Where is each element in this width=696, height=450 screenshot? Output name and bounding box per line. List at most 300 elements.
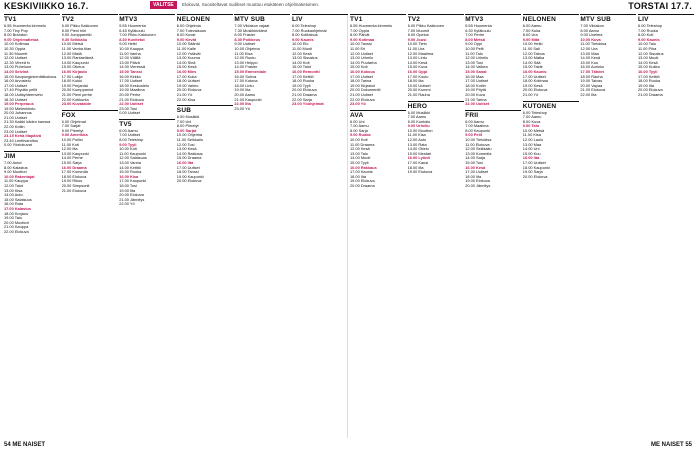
program-listing: 11.00 Piha — [638, 45, 657, 51]
program-listing: 12.00 Tosi — [176, 141, 195, 147]
program-listing: 12.00 Kesä — [350, 146, 370, 152]
program-listing: 22.00 Ilta — [580, 91, 597, 97]
program-listing: 5.55 Huomenta — [465, 23, 492, 28]
program-listing: 10.00 Kotimaa — [4, 41, 30, 47]
program-listing: 9.00 Kaunis — [638, 36, 660, 42]
program-listing: 8.00 Kalastus — [4, 164, 28, 170]
program-listing: 20.00 Elokuva — [522, 87, 548, 93]
program-listing: 18.00 Ilta — [350, 173, 367, 179]
schedule-column — [350, 14, 406, 438]
program-listing: 11.00 Kaupunki — [119, 150, 146, 156]
program-listing: 13.00 Sisustus — [292, 55, 318, 61]
program-listing: 15.00 Kuva — [407, 64, 428, 70]
program-listing: 8.30 Poikkeus — [234, 36, 261, 42]
program-listing: 15.00 Salaisuus — [4, 196, 32, 202]
program-listing: 6.00 Musiikki — [176, 114, 200, 120]
program-listing: 17.00 Uutiset — [522, 73, 546, 79]
program-listing: 13.00 Helppo — [234, 59, 258, 65]
program-listing: 6.30 Kyläkoulu — [465, 27, 491, 33]
program-listing: 22.00 Ilta — [234, 101, 251, 107]
program-listing: 6.00 Aamu — [522, 23, 542, 28]
program-listing: 21.00 Kauppa — [4, 224, 29, 230]
program-listing: 12.00 Seikkailu — [465, 146, 492, 152]
program-listing: 12.30 Vihreä tv — [4, 59, 31, 65]
program-listing: 15.00 Kuu — [580, 59, 599, 65]
program-listing: 12.00 Kesä — [292, 50, 312, 56]
program-listing: 23.40 Lenttivaroitus — [4, 137, 38, 143]
program-listing: 15.00 Sanat — [465, 68, 487, 74]
program-listing: 8.00 Kuvat — [176, 32, 196, 38]
program-listing: 20.00 Simpsonit — [61, 183, 90, 188]
program-listing: 20.00 Perhe — [119, 91, 141, 97]
channel-heading: SUB — [177, 105, 233, 114]
program-listing: 9.00 Ruoka — [350, 132, 371, 138]
program-listing: 7.00 Uni — [176, 118, 192, 124]
program-listing: 15.00 Sarja — [61, 160, 82, 166]
program-listing: 10.00 Koti — [119, 146, 137, 152]
program-listing: 16.00 Aurinko — [580, 64, 605, 70]
program-listing: 20.00 Jännitys — [465, 183, 491, 188]
program-listing: 15.00 Kaupunginkenttäkokous — [4, 73, 57, 79]
channel-heading: TV2 — [408, 14, 464, 23]
program-listing: 9.00 Unelma — [580, 32, 603, 38]
program-listing: 15.00 Draama — [176, 155, 202, 161]
program-listing: 13.00 Kaupunki — [61, 150, 89, 156]
program-listing: 12.00 Maailma — [407, 50, 434, 56]
program-listing: 18.00 Ruoka — [292, 78, 315, 84]
program-listing: 22.00 Kotiin — [4, 124, 25, 130]
program-listing: 13.00 Tosi — [465, 59, 483, 65]
program-listing: 21.00 Draama — [292, 91, 317, 97]
program-listing: 10.00 Moottori — [407, 127, 433, 133]
program-listing: 8.00 Kaupunki — [465, 127, 491, 133]
program-listing: 17.00 Kotona — [234, 78, 258, 84]
program-listing: 19.00 Perjantai — [61, 82, 88, 88]
schedule-column — [119, 14, 175, 438]
program-listing: 9.00 Tyyli — [119, 141, 137, 147]
program-listing: 23.00 Yö — [350, 101, 366, 107]
program-listing: 21.00 Yö — [522, 91, 539, 97]
program-listing: 10.00 Ohjelma — [176, 132, 203, 138]
right-page — [350, 14, 694, 438]
program-listing: 20.00 Kuva — [465, 91, 485, 97]
program-listing: 18.00 Elokuva — [61, 173, 87, 179]
program-listing: 18.00 Uutisyhteenveto — [4, 91, 43, 97]
program-listing: 12.00 Talous — [522, 50, 545, 56]
channel-heading: LIV — [292, 14, 348, 23]
program-listing: 16.00 Arvostelu — [4, 78, 31, 84]
program-listing: 20.00 Elokuva — [119, 192, 144, 198]
program-listing: 7.00 Aamu — [407, 114, 427, 120]
program-listing: 10.00 Tietokisa — [465, 137, 492, 143]
program-listing: 13.00 Lintu — [407, 55, 427, 61]
program-listing: 22.00 Elokuva — [350, 96, 375, 102]
program-listing: 10.00 Metsä — [522, 127, 545, 133]
program-listing: 11.00 Elokuva — [465, 141, 490, 147]
program-listing: 13.00 Urheilu — [350, 55, 374, 61]
channel-heading: NELONEN — [177, 14, 233, 23]
program-listing: 9.00 Jumpparetki — [61, 32, 92, 38]
program-listing: 19.00 Elokuva — [350, 178, 375, 184]
program-listing: 6.00 Teleshop — [292, 23, 317, 28]
program-listing: 11.00 Vanha — [119, 50, 141, 56]
program-listing: 17.00 Kausi — [407, 160, 429, 166]
program-listing: 19.00 Ilta — [119, 187, 136, 193]
program-listing: 6.00 Pikku Kakkonen — [407, 23, 445, 28]
program-listing: 20.00 Dokumentti — [350, 87, 381, 93]
program-listing: 11.00 Vanha tilan — [61, 45, 92, 51]
program-listing: 17.00 Kalastus — [4, 205, 32, 211]
program-listing: 23.00 Tosi — [119, 105, 137, 111]
channel-heading: MTV3 — [465, 14, 521, 23]
program-listing: 19.00 Ilta — [234, 87, 251, 93]
program-listing: 11.00 Tietokisa — [580, 41, 607, 47]
program-listing: 13.00 Päivä — [119, 59, 140, 65]
program-listing: 15.00 Kukka — [638, 64, 660, 70]
program-listing: 14.00 Frasier — [234, 64, 258, 70]
program-listing: 7.30 Musiikkivideot — [234, 27, 268, 33]
program-listing: 7.00 Ruokaohjelmat — [292, 27, 327, 33]
program-listing: 14.00 Keittiö — [119, 164, 141, 170]
schedule-column — [408, 14, 464, 438]
program-listing: 15.00 Koti — [350, 64, 368, 70]
program-listing: 19.00 Rikos — [61, 178, 83, 184]
program-listing: 17.00 Uutiset — [465, 169, 489, 175]
program-listing: 7.00 Pikku Kakkonen — [119, 32, 156, 38]
schedule-column — [465, 14, 521, 438]
program-listing: 6.00 Pikku Kakkonen — [61, 23, 99, 28]
program-listing: 10.00 Kuva — [580, 36, 601, 42]
program-listing: 22.00 Sarja — [292, 96, 312, 102]
program-listing: 8.00 Frasier — [234, 32, 256, 38]
program-listing: 16.00 Kesä — [465, 164, 486, 170]
schedule-column — [292, 14, 348, 438]
program-listing: 14.00 Selvinä — [4, 68, 29, 74]
program-listing: 18.30 Uutiset — [4, 96, 27, 102]
program-listing: 9.00 Uutiset — [234, 41, 256, 47]
program-listing: 18.00 Ilta — [465, 173, 482, 179]
left-page — [4, 14, 348, 438]
program-listing: 17.00 Kaupunki — [119, 178, 147, 184]
program-listing: 7.00 Ruoka — [638, 27, 658, 33]
channel-heading: LIV — [638, 14, 694, 23]
program-listing: 12.00 Auto — [407, 137, 427, 143]
program-listing: 16.00 Kaunis — [522, 68, 547, 74]
program-listing: 14.00 Auto — [4, 192, 23, 198]
program-listing: 20.00 Aamu — [234, 91, 256, 97]
program-listing: 19.00 Elokuva — [465, 178, 490, 184]
program-listing: 19.00 Kaupunki — [176, 173, 204, 179]
program-listing: 18.00 Kotimaa — [522, 78, 548, 84]
program-listing: 22.00 Yö — [119, 201, 135, 207]
program-listing: 21.00 Pieni perhe — [61, 91, 93, 97]
program-listing: 12.00 Salaisuus — [119, 155, 147, 161]
program-listing: 11.00 Sali — [522, 45, 540, 51]
program-listing: 23.00 Uutiset — [4, 128, 27, 134]
program-listing: 22.00 Kisa — [176, 96, 196, 102]
program-listing: 9.00 Talo — [522, 123, 540, 129]
program-listing: 21.00 Elokuva — [119, 96, 144, 102]
program-listing: 8.00 Brandon — [4, 32, 28, 38]
program-listing: 10.00 Poliisi — [61, 137, 83, 143]
program-listing: 6.00 Teleshop — [522, 109, 547, 115]
program-listing: 7.00 Aamu — [350, 123, 369, 129]
program-listing: 13.00 Komedia — [465, 150, 492, 156]
program-listing: 7.00 Perhe — [465, 32, 485, 38]
program-listing: 18.00 Ilta — [407, 78, 424, 84]
program-listing: 8.00 Kuntoilu — [407, 118, 431, 124]
program-listing: 15.00 Kuu — [522, 150, 541, 156]
program-listing: 9.00 Ohjelmatietoa — [4, 36, 39, 42]
program-listing: 6.00 Aamu — [119, 127, 138, 133]
program-listing: 13.00 Matka — [522, 55, 545, 61]
program-listing: 12.00 Laulu — [522, 137, 544, 143]
program-listing: 10.00 Pelit — [465, 45, 484, 51]
program-listing: 12.00 Välillä — [119, 55, 141, 61]
program-listing: 18.00 Kotiin — [465, 82, 486, 88]
program-listing: 15.00 Talot — [292, 64, 311, 70]
program-listing: 11.00 Muoti — [292, 45, 313, 51]
program-listing: 15.00 Oikeus — [61, 64, 85, 70]
program-listing: 19.00 Kirjastot — [350, 82, 375, 88]
program-listing: 19.00 Maailma — [119, 87, 145, 93]
program-listing: 16.00 Kokous — [350, 68, 376, 74]
program-listing: 8.00 Piirretyt — [176, 123, 199, 129]
program-listing: 6.45 Kyläkoulu — [119, 27, 145, 33]
channel-heading: FOX — [62, 110, 118, 119]
program-listing: 19.50 Mielenkiinto — [4, 105, 36, 111]
program-listing: 12.00 Ystävät — [176, 50, 201, 56]
program-listing: 20.00 Elokuva — [638, 87, 663, 93]
channel-heading: AVA — [350, 110, 406, 119]
program-listing: 13.00 Talo — [350, 150, 368, 156]
program-listing: 11.00 Talo — [465, 50, 483, 56]
program-listing: 17.40 Pöydän pellit — [4, 87, 38, 93]
program-listing: 17.00 Kuka — [176, 73, 197, 79]
program-listing: 22.00 Kotikunta — [61, 96, 89, 102]
program-listing: 18.00 Tosi — [119, 183, 137, 188]
program-listing: 9.00 Hetki — [119, 41, 137, 47]
schedule-column — [177, 14, 233, 438]
program-listing: 16.00 Ilta — [522, 155, 540, 161]
program-listing: 10.00 Tieto — [407, 41, 427, 47]
program-listing: 13.00 Muoti — [638, 55, 659, 61]
program-listing: 18.00 Kokki — [61, 78, 82, 84]
program-listing: 10.00 Rakentajat — [4, 173, 35, 179]
program-listing: 10.30 Oppia — [4, 45, 26, 51]
program-listing: 12.00 Uutiset — [350, 50, 373, 56]
program-listing: 7.00 Aamu — [522, 114, 542, 120]
program-listing: 6.00 Ohjelmat — [61, 118, 86, 124]
recommend-badge: VALITSE — [150, 1, 177, 9]
program-listing: 14.00 Uni — [522, 146, 540, 152]
program-listing: 16.00 Rakkaus — [350, 164, 377, 170]
program-listing: 10.00 Elo — [292, 41, 309, 47]
program-listing: 7.00 Maailma — [465, 123, 489, 129]
program-listing: 20.00 Elokuva — [176, 178, 202, 184]
program-listing: 8.00 Kuva — [522, 118, 541, 124]
program-listing: 8.00 Aamu — [580, 27, 599, 33]
program-listing: 10.00 Kauppa — [119, 45, 144, 51]
program-listing: 16.00 Tyyli — [638, 68, 658, 74]
program-listing: 20.00 Moottori — [4, 219, 29, 225]
program-listing: 20.00 Elokuva — [292, 87, 317, 93]
program-listing: 7.00 Tulevaisuus — [176, 27, 206, 33]
program-listing: 13.00 Maa — [522, 141, 542, 147]
program-listing: 12.00 Ilta — [61, 146, 78, 152]
program-listing: 5.55 Huomenta — [119, 23, 146, 28]
program-listing: 17.00 Koulu — [407, 73, 429, 79]
program-listing: 14.00 Ottelu — [407, 146, 429, 152]
channel-heading: MTV SUB — [234, 14, 290, 23]
program-listing: 9.00 Moottori — [4, 169, 27, 175]
program-listing: 6.55 Huomenta kimmelu — [350, 23, 393, 28]
program-listing: 11.00 Kisa — [234, 50, 253, 56]
program-listing: 16.00 Kirkko — [119, 73, 141, 79]
program-listing: 11.00 Seikkailu — [176, 137, 203, 143]
program-listing: 14.00 Kesä — [407, 59, 428, 65]
program-listing: 18.00 Keskustelu — [119, 82, 150, 88]
program-listing: 12.00 Urheilu — [465, 55, 489, 61]
program-listing: 16.00 Sohva — [234, 73, 257, 79]
program-listing: 12.00 Mistä — [61, 50, 82, 56]
channel-heading: JIM — [4, 151, 60, 160]
program-listing: 7.00 Viidakon vajaat — [234, 23, 270, 28]
program-listing: 11.00 Eri — [350, 45, 366, 51]
program-listing: 6.00 Musiikki — [407, 109, 431, 115]
program-listing: 8.00 Päivät — [350, 32, 370, 38]
program-listing: 11.00 Kauppa — [4, 178, 28, 184]
program-listing: 9.00 Sarjat — [176, 127, 197, 133]
channel-heading: TV2 — [62, 14, 118, 23]
schedule-column — [523, 14, 579, 438]
program-listing: 17.00 Lukija — [61, 73, 83, 79]
program-listing: 21.00 Tarina — [465, 96, 487, 102]
program-listing: 13.00 Maa — [580, 50, 599, 56]
program-listing: 18.00 Tanssi — [176, 169, 199, 175]
program-listing: 14.00 Sää — [522, 59, 541, 65]
schedule-column — [4, 14, 60, 438]
program-listing: 20.00 Kummi — [407, 87, 431, 93]
program-listing: 20.00 Elokuva — [522, 173, 548, 179]
program-listing: 16.00 Kisa — [119, 173, 139, 179]
program-listing: 7.00 Autot — [4, 160, 22, 166]
program-listing: 19.00 Uutiset — [407, 82, 431, 88]
program-listing: 21.00 Kaupunki — [234, 96, 262, 102]
program-listing: 9.00 Amerikka — [61, 132, 88, 138]
schedule-column — [62, 14, 118, 438]
program-listing: 17.00 Uutiset — [4, 82, 27, 88]
schedule-column — [234, 14, 290, 438]
program-listing: 19.00 Kesä — [522, 82, 543, 88]
program-listing: 12.00 Sisustus — [638, 50, 664, 56]
program-listing: 17.00 Keittiö — [292, 73, 314, 79]
program-listing: 7.00 Viidakon — [580, 23, 604, 28]
program-listing: 15.00 Tosi — [465, 160, 483, 166]
program-listing: 9.00 Kaunis — [292, 36, 314, 42]
program-listing: 9.00 Mitä — [522, 36, 540, 42]
program-listing: 17.00 Uutiset — [350, 73, 373, 79]
program-listing: 14.00 Muoti — [350, 155, 371, 161]
program-listing: 13.00 Rantaelämä — [61, 55, 94, 61]
program-listing: 21.00 Uutiset — [4, 114, 27, 120]
program-listing: 23.00 Kuvataide — [61, 101, 92, 107]
program-listing: 9.00 Jousi — [407, 36, 427, 42]
program-listing: 20.00 Juhannus — [4, 110, 32, 116]
program-listing: 15.00 Kesä — [176, 64, 197, 70]
program-listing: 19.00 Vaimo — [176, 82, 199, 88]
program-listing: 19.00 Pöytä — [465, 87, 486, 93]
channel-heading: TV1 — [350, 14, 406, 23]
program-listing: 16.00 Ilta — [176, 160, 194, 166]
program-listing: 11.00 Draama — [350, 141, 375, 147]
program-listing: 19.00 Tyyli — [292, 82, 311, 88]
program-listing: 15.00 Tyyli — [350, 160, 369, 166]
program-listing: 12.00 Ruutu — [234, 55, 256, 61]
program-listing: 11.30 Muumit — [4, 50, 28, 56]
program-listing: 20.00 Vapaa — [580, 82, 603, 88]
program-listing: 15.00 Tanssi — [119, 68, 143, 74]
program-listing: 13.00 Rata — [407, 141, 427, 147]
program-listing: 14.00 Vieressä — [119, 64, 146, 70]
program-listing: 0.00 Yöelokuvat — [4, 142, 32, 148]
program-listing: 16.00 Rata — [4, 201, 24, 207]
program-listing: 15.00 Emmerdale — [234, 68, 267, 74]
program-listing: 6.00 Uni — [350, 118, 365, 124]
program-listing: 17.00 Uutiset — [522, 160, 546, 166]
schedule-column — [638, 14, 694, 438]
program-listing: 0.00 Uutiset — [119, 110, 140, 116]
program-listing: 8.00 Koti — [638, 32, 654, 38]
program-listing: 10.00 Ohjelma — [234, 45, 260, 51]
program-listing: 18.00 Ruoka — [638, 78, 661, 84]
program-listing: 6.00 Ohjelmia — [176, 23, 201, 28]
program-listing: 17.00 Keittiö — [638, 73, 660, 79]
schedule-column — [580, 14, 636, 438]
program-listing: 8.00 Sarja — [350, 127, 368, 133]
program-listing: 17.00 Uutiset — [119, 78, 143, 84]
program-listing: 14.00 Perhe — [61, 155, 83, 161]
program-listing: 17.00 Kaunis — [350, 169, 373, 175]
channel-heading: NELONEN — [523, 14, 579, 23]
program-listing: 6.55 Huomenta kimmelu — [4, 23, 47, 28]
program-listing: 8.00 Ura — [522, 32, 538, 38]
channel-heading: TV5 — [119, 119, 175, 128]
channel-heading: FRII — [465, 110, 521, 119]
program-listing: 8.00 Pieni hiiri — [61, 27, 87, 33]
program-listing: 10.00 Talo — [638, 41, 656, 47]
program-listing: 16.00 Remontti — [292, 68, 320, 74]
program-listing: 19.00 Perpetuus — [4, 101, 34, 107]
program-listing: 21.00 Uutiset — [350, 91, 373, 97]
program-listing: 9.30 Seikkailu — [61, 36, 88, 42]
program-listing: 14.00 Kesä — [580, 55, 601, 61]
program-listing: 18.00 Lintu — [234, 82, 254, 88]
program-listing: 9.00 Pelit — [465, 132, 483, 138]
right-day-title: TORSTAI 17.7. — [628, 1, 692, 11]
program-listing: 7.00 Sarjat — [61, 123, 81, 129]
channel-heading: HERO — [408, 101, 464, 110]
program-listing: 17.00 Tähdet — [580, 68, 604, 74]
channel-heading: MTV SUB — [580, 14, 636, 23]
program-listing: 12.00 Ura — [580, 45, 598, 51]
program-listing: 11.00 Ura — [407, 45, 425, 51]
program-listing: 12.00 Talot — [4, 183, 23, 188]
channel-heading: KUTONEN — [523, 101, 579, 110]
program-listing: 12.00 Uutiset — [4, 55, 27, 61]
program-listing: 18.00 Ilta — [407, 164, 424, 170]
program-listing: 19.00 Sarja — [522, 169, 543, 175]
